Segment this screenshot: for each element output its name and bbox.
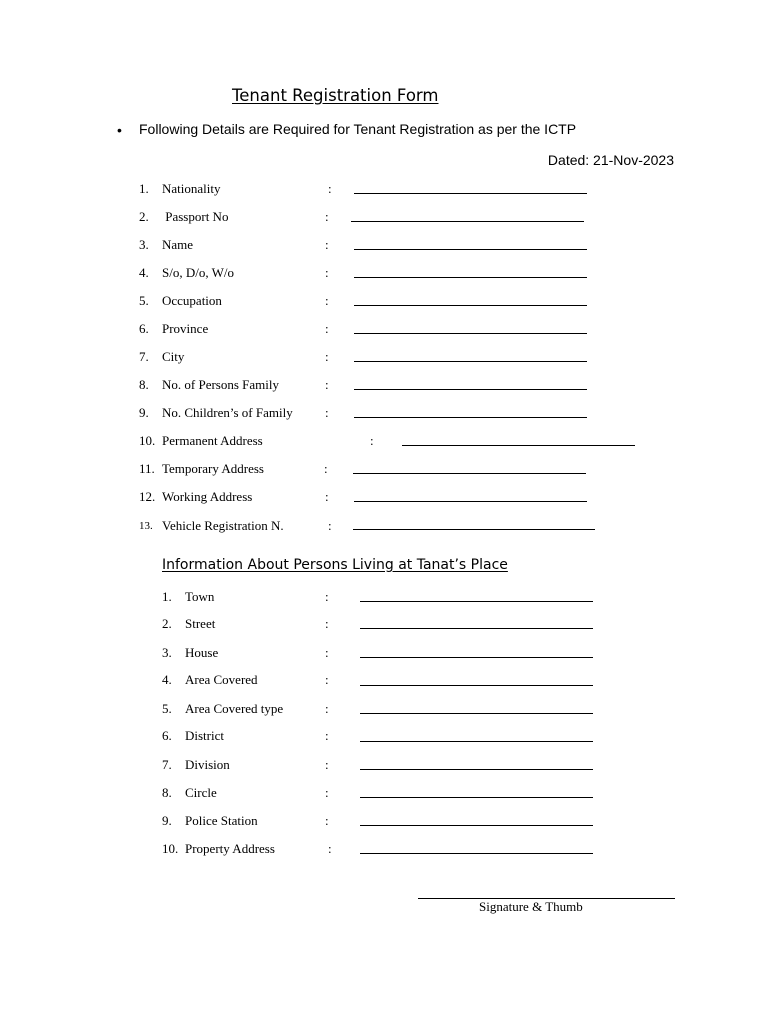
field-label-province: Province: [162, 321, 209, 336]
field-number: 8.: [162, 785, 172, 800]
field-label-police-station: Police Station: [185, 813, 258, 828]
field-colon: :: [324, 461, 328, 476]
temporary-address-blank[interactable]: [353, 473, 586, 474]
town-blank[interactable]: [360, 601, 593, 602]
occupation-blank[interactable]: [354, 305, 587, 306]
field-number: 2.: [139, 209, 149, 224]
section-title: Information About Persons Living at Tanat’s Place: [162, 557, 508, 573]
field-label-circle: Circle: [185, 785, 217, 800]
field-label-temporary-address: Temporary Address: [162, 461, 264, 476]
division-blank[interactable]: [360, 769, 593, 770]
field-number: 1.: [139, 181, 149, 196]
field-label-property-address: Property Address: [185, 841, 275, 856]
field-colon: :: [325, 645, 329, 660]
field-colon: :: [325, 489, 329, 504]
bullet-icon: •: [117, 122, 122, 138]
field-label-name: Name: [162, 237, 194, 252]
field-colon: :: [325, 377, 329, 392]
field-colon: :: [328, 841, 332, 856]
field-label-passport-no: Passport No: [162, 209, 229, 224]
house-blank[interactable]: [360, 657, 593, 658]
circle-blank[interactable]: [360, 797, 593, 798]
field-number: 3.: [162, 645, 172, 660]
field-label-vehicle-registration: Vehicle Registration N.: [162, 518, 284, 533]
province-blank[interactable]: [354, 333, 587, 334]
area-covered-blank[interactable]: [360, 685, 593, 686]
field-colon: :: [325, 293, 329, 308]
field-colon: :: [325, 672, 329, 687]
field-colon: :: [325, 237, 329, 252]
field-number: 1.: [162, 589, 172, 604]
dated-text: Dated: 21-Nov-2023: [547, 152, 674, 168]
field-number: 12.: [139, 489, 156, 504]
field-label-relation: S/o, D/o, W/o: [162, 265, 234, 280]
field-number: 3.: [139, 237, 149, 252]
passport-no-blank[interactable]: [351, 221, 584, 222]
field-number: 4.: [162, 672, 172, 687]
field-label-district: District: [185, 728, 224, 743]
field-number: 8.: [139, 377, 149, 392]
field-label-occupation: Occupation: [162, 293, 222, 308]
field-colon: :: [325, 616, 329, 631]
working-address-blank[interactable]: [354, 501, 587, 502]
field-number: 11.: [139, 461, 155, 476]
field-colon: :: [325, 405, 329, 420]
field-colon: :: [325, 265, 329, 280]
field-number: 4.: [139, 265, 149, 280]
field-number: 13.: [139, 520, 153, 532]
field-number: 9.: [162, 813, 172, 828]
field-label-area-covered: Area Covered: [185, 672, 258, 687]
field-label-street: Street: [185, 616, 216, 631]
field-colon: :: [325, 209, 329, 224]
street-blank[interactable]: [360, 628, 593, 629]
field-label-working-address: Working Address: [162, 489, 253, 504]
children-family-blank[interactable]: [354, 417, 587, 418]
vehicle-registration-blank[interactable]: [353, 529, 595, 530]
city-blank[interactable]: [354, 361, 587, 362]
field-colon: :: [325, 701, 329, 716]
field-colon: :: [328, 518, 332, 533]
field-label-area-covered-type: Area Covered type: [185, 701, 284, 716]
area-covered-type-blank[interactable]: [360, 713, 593, 714]
name-blank[interactable]: [354, 249, 587, 250]
field-number: 6.: [162, 728, 172, 743]
field-colon: :: [325, 728, 329, 743]
signature-label: Signature & Thumb: [479, 899, 583, 914]
field-colon: :: [325, 813, 329, 828]
field-colon: :: [325, 757, 329, 772]
field-number: 7.: [162, 757, 172, 772]
form-title: Tenant Registration Form: [232, 86, 439, 105]
field-colon: :: [325, 785, 329, 800]
field-label-children-family: No. Children’s of Family: [162, 405, 293, 420]
field-colon: :: [325, 589, 329, 604]
police-station-blank[interactable]: [360, 825, 593, 826]
field-number: 5.: [162, 701, 172, 716]
field-colon: :: [325, 321, 329, 336]
field-colon: :: [328, 181, 332, 196]
field-number: 10.: [139, 433, 156, 448]
field-number: 9.: [139, 405, 149, 420]
field-label-persons-family: No. of Persons Family: [162, 377, 279, 392]
field-label-division: Division: [185, 757, 230, 772]
field-label-nationality: Nationality: [162, 181, 221, 196]
field-label-house: House: [185, 645, 219, 660]
field-colon: :: [325, 349, 329, 364]
permanent-address-blank[interactable]: [402, 445, 635, 446]
field-number: 6.: [139, 321, 149, 336]
district-blank[interactable]: [360, 741, 593, 742]
field-colon: :: [370, 433, 374, 448]
property-address-blank[interactable]: [360, 853, 593, 854]
intro-text: Following Details are Required for Tenant Registration as per the ICTP: [139, 121, 577, 137]
field-label-permanent-address: Permanent Address: [162, 433, 263, 448]
field-number: 10.: [162, 841, 179, 856]
field-number: 7.: [139, 349, 149, 364]
field-label-town: Town: [185, 589, 215, 604]
persons-family-blank[interactable]: [354, 389, 587, 390]
nationality-blank[interactable]: [354, 193, 587, 194]
field-number: 2.: [162, 616, 172, 631]
relation-blank[interactable]: [354, 277, 587, 278]
field-number: 5.: [139, 293, 149, 308]
field-label-city: City: [162, 349, 185, 364]
